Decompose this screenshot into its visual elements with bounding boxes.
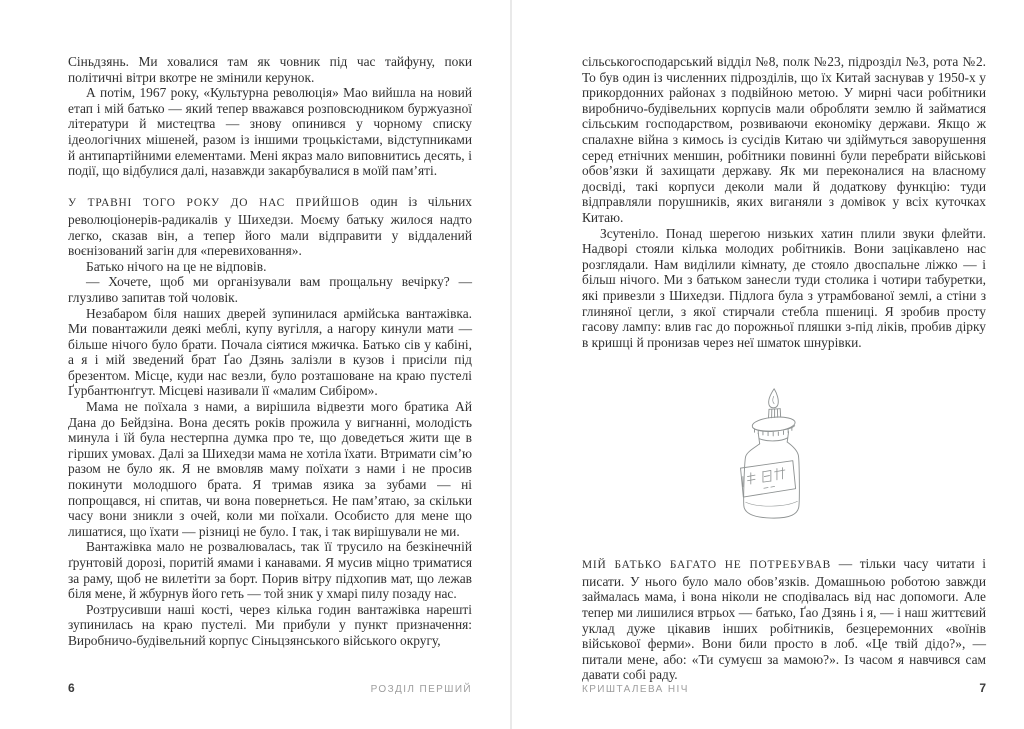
paragraph: Мама не поїхала з нами, а вирішила відвезти мого братика Ай Дана до Бейдзіна. Вона десять років прожила у вигнанні, молодість минула і їй була нестерпна думка про те, що доведеться жити ще в гірших умовах. Далі за Шихедзи мама не хотіла їхати. Втримати сім’ю разом не було як. Я не вмовляв маму поїхати з нами і не просив покинути молодшого брата. Я тримав язика за зубами — ні попрощався, ні спитав, чи вона повернеться. Не пам’ятаю, за скільки часу вони зникли з очей, коли ми поїхали. Особисто для мене що лишатися, що їхати — різниці не було. І так, і так вирішували не ми.: [68, 399, 472, 539]
left-page-number: 6: [68, 681, 75, 695]
right-page-number: 7: [979, 681, 986, 695]
paragraph: МІЙ БАТЬКО БАГАТО НЕ ПОТРЕБУВАВ — тільки часу читати і писати. У нього було мало обов’язків. Домашньою роботою завжди займалась мама, і вона ніколи не сподівалась від нас допомоги. Але тепер ми лишилися втрьох — батько, Ґао Дзянь і я, — і наш життєвий уклад дуже цікавив інших робітників, безцеремонних «воїнів військової ферми». Вони били просто в лоб. «Це твій дідо?», — питали мене, або: «Ти сумуєш за мамою?». Із часом я навчився сам давати собі раду.: [582, 556, 986, 683]
paragraph: Батько нічого на це не відповів.: [86, 258, 267, 274]
paragraph: Вантажівка мало не розвалювалась, так її трусило на безкінечній ґрунтовій дорозі, поритій ямами і канавами. Я мусив міцно триматися за раму, щоб не вилетіти за борт. Порив вітру підхопив мат, що лежав біля мене, й жбурнув його геть — той зник у хмарі пилу позаду нас.: [68, 539, 472, 602]
right-page-text-top: [582, 54, 986, 350]
flame-icon: [769, 389, 779, 408]
right-page-text-bottom: [582, 556, 986, 683]
paragraph: Сіньдзянь. Ми ховалися там як човник під час тайфуну, поки політичні вітри вкотре не змінили керунок.: [68, 54, 472, 85]
right-running-title: КРИШТАЛЕВА НІЧ: [582, 684, 689, 695]
section-lead: МІЙ БАТЬКО БАГАТО НЕ ПОТРЕБУВАВ: [582, 559, 832, 572]
bottle-label: [741, 461, 796, 497]
left-page-footer: [68, 681, 472, 695]
left-page-text: [68, 54, 472, 649]
section-lead: У ТРАВНІ ТОГО РОКУ ДО НАС ПРИЙШОВ: [68, 197, 360, 210]
paragraph: Незабаром біля наших дверей зупинилася армійська вантажівка. Ми повантажили деякі меблі, купу вугілля, а нагору кинули мати — більше нічого було брати. Почала сіятися мжичка. Батько сів у кабіні, а я і мій зведений брат Ґао Дзянь залізли в кузов і присіли під брезентом. Місце, куди нас везли, було розташоване на краю пустелі Ґурбантюнґгут. Місцеві називали її «малим Сибіром».: [68, 305, 472, 399]
left-page: [68, 0, 472, 649]
right-page-footer: [582, 681, 986, 695]
right-page: [582, 0, 986, 683]
paragraph: У ТРАВНІ ТОГО РОКУ ДО НАС ПРИЙШОВ один із чільних революціонерів-радикалів у Шихедзи. Моєму батьку жилося надто легко, сказав він, а тепер його мали відправити у віддалений воєнізований загін для «перевиховання».: [68, 194, 472, 259]
kerosene-lamp-illustration: [582, 350, 986, 556]
paragraph: — Хочете, щоб ми організували вам прощальну вечірку? — глузливо запитав той чоловік.: [68, 274, 472, 305]
page-gutter: [510, 0, 512, 729]
paragraph: Зсутеніло. Понад шерегою низьких хатин плили звуки флейти. Надворі стояли кілька молодих робітників. Вони зацікавлено нас розглядали. Нам виділили кімнату, де стояло двоспальне ліжко — і більш нічого. Ми з батьком занесли туди столика і чотири табуретки, які привезли з Шихедзи. Підлога була з утрамбованої землі, а стіни з глиняної цегли, з якої стирчали стебла пшениці. Я зробив просту гасову лампу: влив гас до порожньої пляшки з-під ліків, пробив дірку в кришці й пронизав через неї шматок шнурівки.: [582, 225, 986, 350]
paragraph: Розтрусивши наші кості, через кілька годин вантажівка нарешті зупинилась на краю пустелі. Ми прибули у пункт призначення: Виробничо-будівельний корпус Сіньцзянського війського округу,: [68, 601, 472, 648]
paragraph: сільськогосподарський відділ №8, полк №23, підрозділ №3, рота №2. То був один із численних підрозділів, що їх Китай заснував у 1950-х у прикордонних районах з подвійною метою. У мирні часи робітники виробничо-будівельних корпусів мали обробляти землю й займатися сільським господарством, розвиваючи економіку держави. Якщо ж спалахне війна з кимось із сусідів Китаю чи здіймуться заворушення серед етнічних меншин, робітники повинні були перебрати військові обов’язки й захищати державу. Як ми переконалися на власному досвіді, такі корпуси деколи мали й додаткову функцію: туди відправляли порушників, яких виганяли з домівок у всіх куточках Китаю.: [582, 54, 986, 225]
paragraph: А потім, 1967 року, «Культурна революція» Мао вийшла на новий етап і мій батько — який тепер вважався розповсюдником буржуазної літератури й мистецтва — знову опинився у чорному списку ідеологічних мішеней, разом із іншими троцькістами, відступниками й антипартійними елементами. Мені якраз мало виповнитись десять, і події, що відбулися далі, назавжди закарбувалися в моїй пам’яті.: [68, 85, 472, 179]
kerosene-lamp-drawing: [720, 386, 832, 526]
wick-holder: [769, 409, 781, 418]
left-running-title: РОЗДІЛ ПЕРШИЙ: [370, 684, 472, 695]
